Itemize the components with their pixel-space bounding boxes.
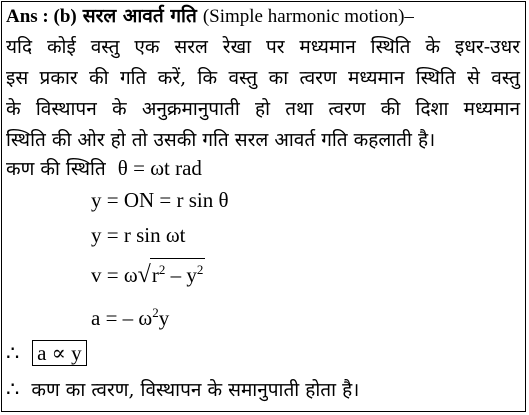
conclusion-line — [6, 377, 359, 402]
velocity-lhs: v = ω — [91, 263, 138, 287]
definition-line-3: के विस्थापन के अनुक्रमानुपाती हो तथा त्वरण की दिशा मध्यमान — [6, 98, 520, 120]
equation-acceleration — [91, 300, 169, 331]
position-label: कण की स्थिति — [6, 158, 106, 180]
therefore-icon: ∴ — [6, 341, 20, 365]
therefore-icon-2: ∴ — [6, 377, 20, 401]
term-hindi: सरल आवर्त गति — [82, 5, 197, 27]
equation-displacement-time: y = r sin ωt — [91, 223, 186, 247]
definition-line-2: इस प्रकार की गति करें, कि वस्तु का त्वरण मध्यमान स्थिति से वस्तु — [6, 67, 520, 89]
acceleration-lhs: a = – ω — [91, 306, 153, 330]
answer-label: Ans : (b) — [6, 6, 77, 27]
radicand-r: r — [151, 263, 159, 287]
acceleration-rhs: y — [158, 306, 170, 330]
equation-velocity — [91, 258, 205, 288]
radicand — [150, 258, 206, 286]
conclusion-text: कण का त्वरण, विस्थापन के समानुपाती होता है। — [31, 379, 360, 401]
proportionality-line — [6, 340, 87, 366]
position-line — [6, 156, 202, 181]
answer-heading — [6, 4, 414, 29]
square-root-icon: √ — [137, 262, 151, 288]
term-english: (Simple harmonic motion)– — [202, 6, 414, 27]
position-expression: θ = ωt rad — [117, 156, 202, 180]
omega-exponent: 2 — [152, 305, 159, 320]
radicand-r-exponent: 2 — [158, 262, 166, 277]
radicand-y-exponent: 2 — [196, 262, 204, 277]
equation-displacement: y = ON = r sin θ — [91, 188, 229, 212]
proportionality-box: a ∝ y — [32, 340, 87, 366]
definition-line-1: यदि कोई वस्तु एक सरल रेखा पर मध्यमान स्थिति के इधर-उधर — [6, 36, 520, 58]
definition-line-4: स्थिति की ओर हो तो उसकी गति सरल आवर्त गति कहलाती है। — [6, 129, 436, 151]
radicand-minus-y: – y — [165, 263, 197, 287]
